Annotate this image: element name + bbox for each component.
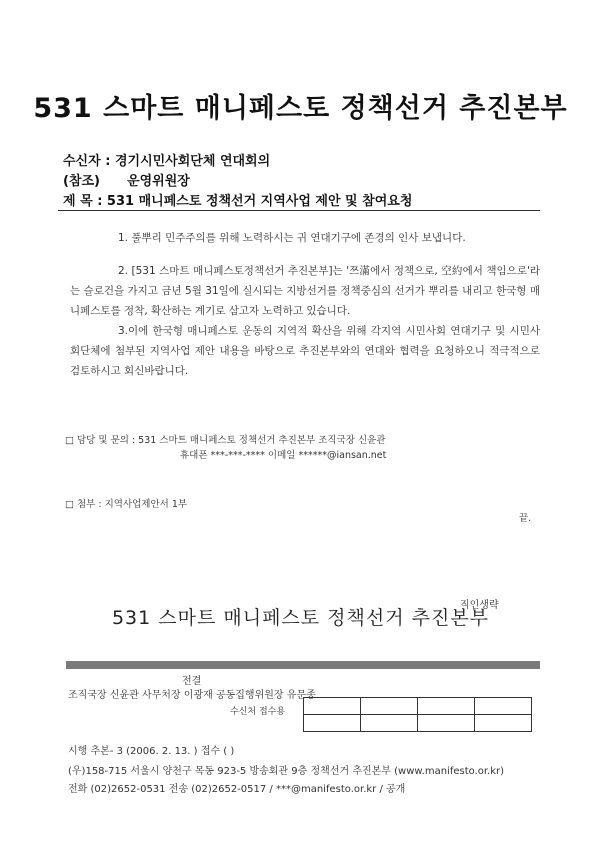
sender-name: 531 스마트 매니페스토 정책선거 추진본부 <box>111 607 490 629</box>
header-divider <box>58 210 540 211</box>
paragraph-1: 1. 풀뿌리 민주주의를 위해 노력하시는 귀 연대기구에 존경의 인사 보냅니다. <box>118 232 466 244</box>
subject-label: 제 목 <box>63 194 93 209</box>
attachment-line: □ 첨부 : 지역사업제안서 1부 <box>65 499 188 510</box>
document-title: 531 스마트 매니페스토 정책선거 추진본부 <box>33 93 568 124</box>
subject-value: 531 매니페스토 정책선거 지역사업 제안 및 참여요청 <box>106 194 413 209</box>
subject-row: 제 목 : 531 매니페스토 정책선거 지역사업 제안 및 참여요청 <box>63 194 413 209</box>
approval-line: 조직국장 신윤관 사무처장 이광재 공동집행위원장 유문종 <box>68 690 316 701</box>
contact-line-1: □ 담당 및 문의 : 531 스마트 매니페스토 정책선거 추진본부 조직국장 신윤관 <box>65 435 386 446</box>
seal-omitted: 직인생략 <box>460 600 499 611</box>
footer-line-1: 시행 추본- 3 (2006. 2. 13. ) 접수 ( ) <box>68 746 235 757</box>
jeongyeol-label: 전결 <box>182 676 202 687</box>
recipient-value: 경기시민사회단체 연대회의 <box>114 154 271 169</box>
receive-label: 수신처 접수용 <box>230 707 286 717</box>
paragraph-2: 2. [531 스마트 매니페스토정책선거 추진본부]는 '쯔滿에서 정책으로, 空約에서 책임으로'라는 슬로건을 가지고 금년 5월 31일에 실시되는 지방선거를 정책중심의 선거가 뿌리를 내리고 한국형 매니페스토를 정착, 확산하는 계기로 삼고자 노력하고 있습니다. <box>70 265 540 317</box>
footer-line-3: 전화 (02)2652-0531 전송 (02)2652-0517 / ***@manifesto.or.kr / 공개 <box>68 784 406 795</box>
contact-line-2: 휴대폰 ***-***-**** 이메일 ******@iansan.net <box>180 450 387 461</box>
footer-line-2: (우)158-715 서울시 양천구 목동 923-5 방송회관 9층 정책선거 추진본부 (www.manifesto.or.kr) <box>68 766 505 777</box>
paragraph-3: 3.이에 한국형 매니페스토 운동의 지역적 확산을 위해 각지역 시민사회 연대기구 및 시민사회단체에 첨부된 지역사업 제안 내용을 바탕으로 추진본부와의 연대와 협력을 요청하오니 적극적으로 검토하시고 회신바랍니다. <box>70 325 540 377</box>
reference-label: (참조) <box>63 174 100 189</box>
end-mark: 끝. <box>519 513 532 524</box>
recipient-label: 수신자 <box>63 154 101 169</box>
reference-row <box>63 170 190 189</box>
reference-value: 운영위원장 <box>127 174 190 189</box>
recipient-row: 수신자 : 경기시민사회단체 연대회의 <box>63 154 271 169</box>
receipt-grid <box>303 697 532 732</box>
footer-bar <box>66 661 540 669</box>
